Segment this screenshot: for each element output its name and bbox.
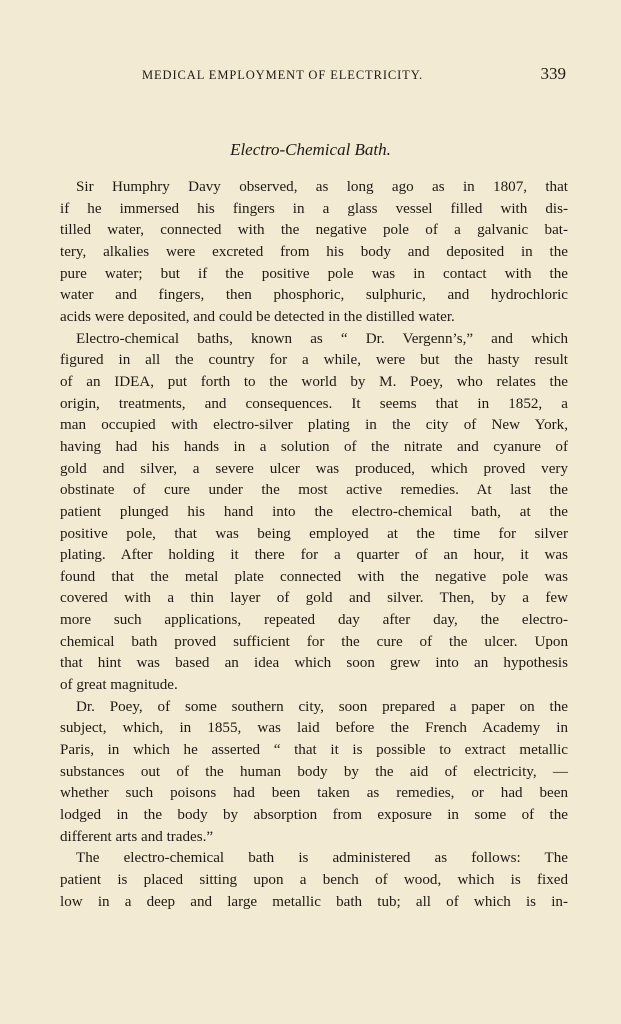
text-line: tery, alkalies were excreted from his body and deposited in the	[60, 243, 568, 260]
text-line: acids were deposited, and could be detected in the distilled water.	[60, 308, 455, 325]
running-header	[60, 66, 566, 88]
text-line: chemical bath proved sufficient for the cure of the ulcer. Upon	[60, 633, 568, 650]
text-line: Electro-chemical baths, known as “ Dr. Vergenn’s,” and which	[76, 330, 568, 347]
text-line: positive pole, that was being employed at the time for silver	[60, 525, 568, 542]
text-line: water and fingers, then phosphoric, sulphuric, and hydrochloric	[60, 287, 568, 304]
text-line: obstinate of cure under the most active remedies. At last the	[60, 482, 568, 499]
text-line: patient plunged his hand into the electro-chemical bath, at the	[60, 503, 568, 520]
text-line: subject, which, in 1855, was laid before the French Academy in	[60, 720, 568, 737]
text-line: found that the metal plate connected with the negative pole was	[60, 568, 568, 585]
section-title: Electro-Chemical Bath.	[230, 140, 391, 159]
text-line: Dr. Poey, of some southern city, soon prepared a paper on the	[76, 698, 568, 715]
text-line: man occupied with electro-silver plating in the city of New York,	[60, 417, 568, 434]
text-line: Paris, in which he asserted “ that it is possible to extract metallic	[60, 742, 568, 759]
text-line: figured in all the country for a while, were but the hasty result	[60, 352, 568, 369]
text-line: Sir Humphry Davy observed, as long ago as in 1807, that	[76, 179, 568, 195]
text-line: whether such poisons had been taken as remedies, or had been	[60, 785, 568, 802]
text-line: lodged in the body by absorption from exposure in some of the	[60, 807, 568, 824]
body-text	[60, 177, 568, 913]
text-line: plating. After holding it there for a quarter of an hour, it was	[60, 547, 568, 564]
text-line: if he immersed his fingers in a glass vessel filled with dis-	[60, 200, 568, 217]
text-line: covered with a thin layer of gold and silver. Then, by a few	[60, 590, 568, 607]
text-line: that hint was based an idea which soon grew into an hypothesis	[60, 655, 568, 672]
text-line: pure water; but if the positive pole was in contact with the	[60, 265, 568, 282]
text-line: tilled water, connected with the negative pole of a galvanic bat-	[60, 222, 568, 239]
text-line: origin, treatments, and consequences. It seems that in 1852, a	[60, 395, 568, 412]
text-line: of great magnitude.	[60, 677, 178, 694]
running-title: MEDICAL EMPLOYMENT OF ELECTRICITY.	[142, 68, 424, 82]
text-line: of an IDEA, put forth to the world by M. Poey, who relates the	[60, 373, 568, 390]
text-line: gold and silver, a severe ulcer was produced, which proved very	[60, 460, 568, 477]
text-line: substances out of the human body by the aid of electricity, —	[60, 763, 568, 780]
text-line: more such applications, repeated day after day, the electro-	[60, 612, 568, 629]
page-number: 339	[540, 64, 566, 83]
text-line: having had his hands in a solution of the nitrate and cyanure of	[60, 438, 568, 455]
text-line: different arts and trades.”	[60, 828, 214, 845]
text-line: low in a deep and large metallic bath tub; all of which is in-	[60, 893, 568, 910]
text-line: The electro-chemical bath is administered as follows: The	[76, 850, 568, 867]
text-line: patient is placed sitting upon a bench of wood, which is fixed	[60, 872, 568, 888]
